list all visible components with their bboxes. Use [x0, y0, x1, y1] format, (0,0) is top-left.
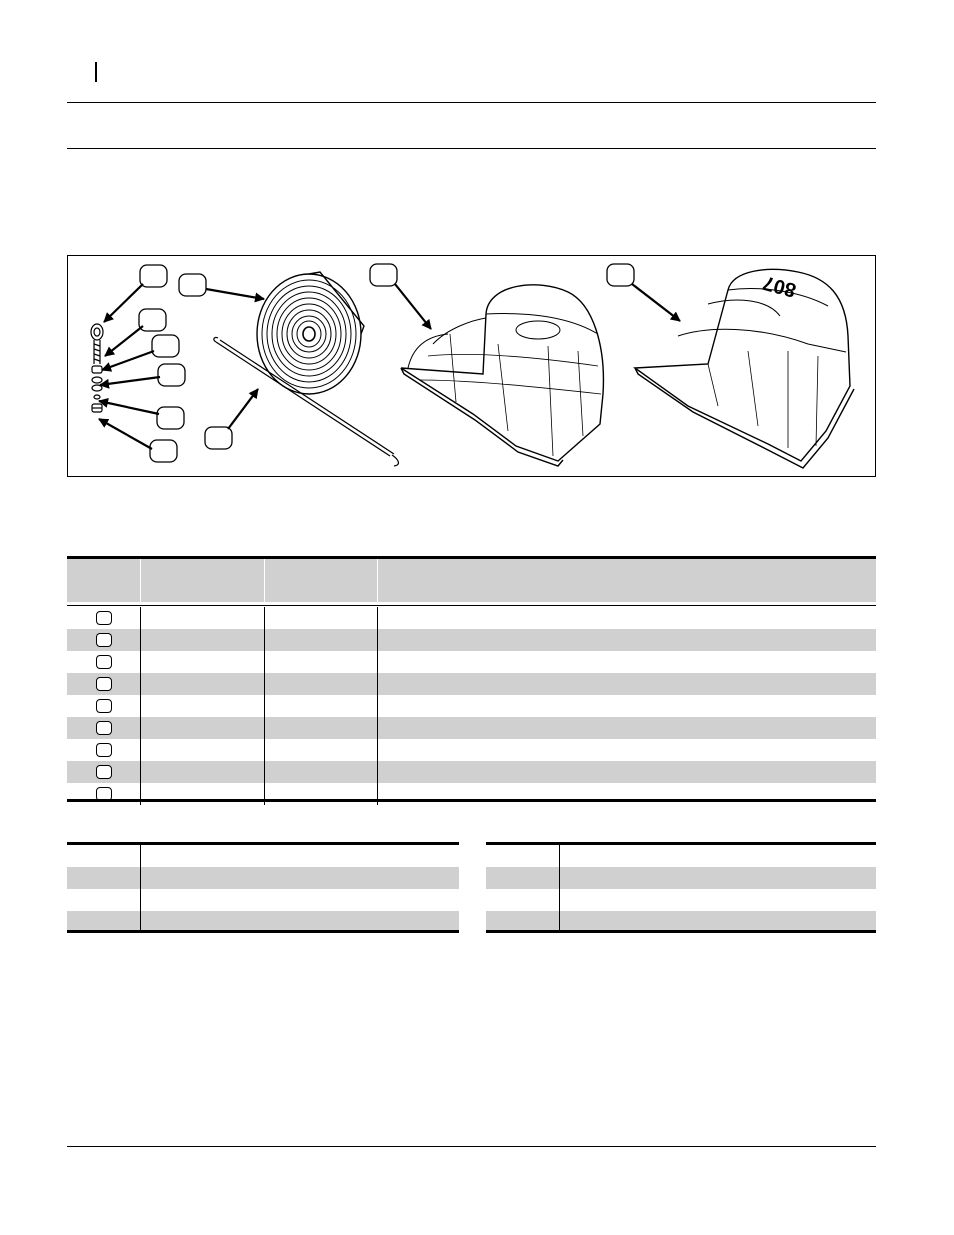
row-callout-box: [96, 677, 112, 691]
row-callout-box: [96, 655, 112, 669]
table-row: [67, 607, 876, 629]
table-row: [486, 867, 876, 889]
table-row: [67, 651, 876, 673]
hardware-stack: [91, 324, 103, 412]
small-table-right: [486, 842, 876, 933]
parts-table-header: [67, 556, 876, 602]
table-row: [486, 889, 876, 911]
table-row: [67, 629, 876, 651]
shield-cover-left: [401, 285, 603, 466]
header-rule-bottom: [67, 148, 876, 149]
table-row: [67, 717, 876, 739]
spiral-coil: [257, 272, 364, 394]
row-callout-box: [96, 721, 112, 735]
row-callout-box: [96, 699, 112, 713]
table-row: [67, 673, 876, 695]
callout-balloon-3: [152, 335, 179, 357]
table-row: [67, 867, 459, 889]
row-callout-box: [96, 633, 112, 647]
callout-balloon-8: [205, 427, 232, 449]
row-callout-box: [96, 765, 112, 779]
header-rule-top: [67, 102, 876, 103]
header-marker: [95, 62, 97, 82]
callout-balloon-2: [139, 309, 166, 331]
callout-balloon-9: [370, 264, 397, 286]
parts-table-bottom-rule: [67, 799, 876, 802]
footer-rule: [67, 1146, 876, 1147]
callout-balloon-5: [157, 407, 184, 429]
row-callout-box: [96, 743, 112, 757]
table-row: [67, 845, 459, 867]
table-row: [486, 845, 876, 867]
callout-balloon-7: [179, 274, 206, 296]
callout-balloon-1: [140, 265, 167, 287]
callout-balloon-10: [607, 264, 634, 286]
small-table-left: [67, 842, 459, 933]
shield-cover-right: [635, 269, 854, 468]
table-row: [67, 695, 876, 717]
parts-illustration: [67, 255, 876, 477]
parts-illustration-svg: [68, 256, 877, 478]
callout-balloon-6: [150, 440, 177, 462]
table-row: [67, 761, 876, 783]
row-callout-box: [96, 611, 112, 625]
callout-balloon-4: [158, 364, 185, 386]
part-marking-text: 807: [760, 271, 799, 302]
table-row: [67, 889, 459, 911]
table-row: [67, 739, 876, 761]
